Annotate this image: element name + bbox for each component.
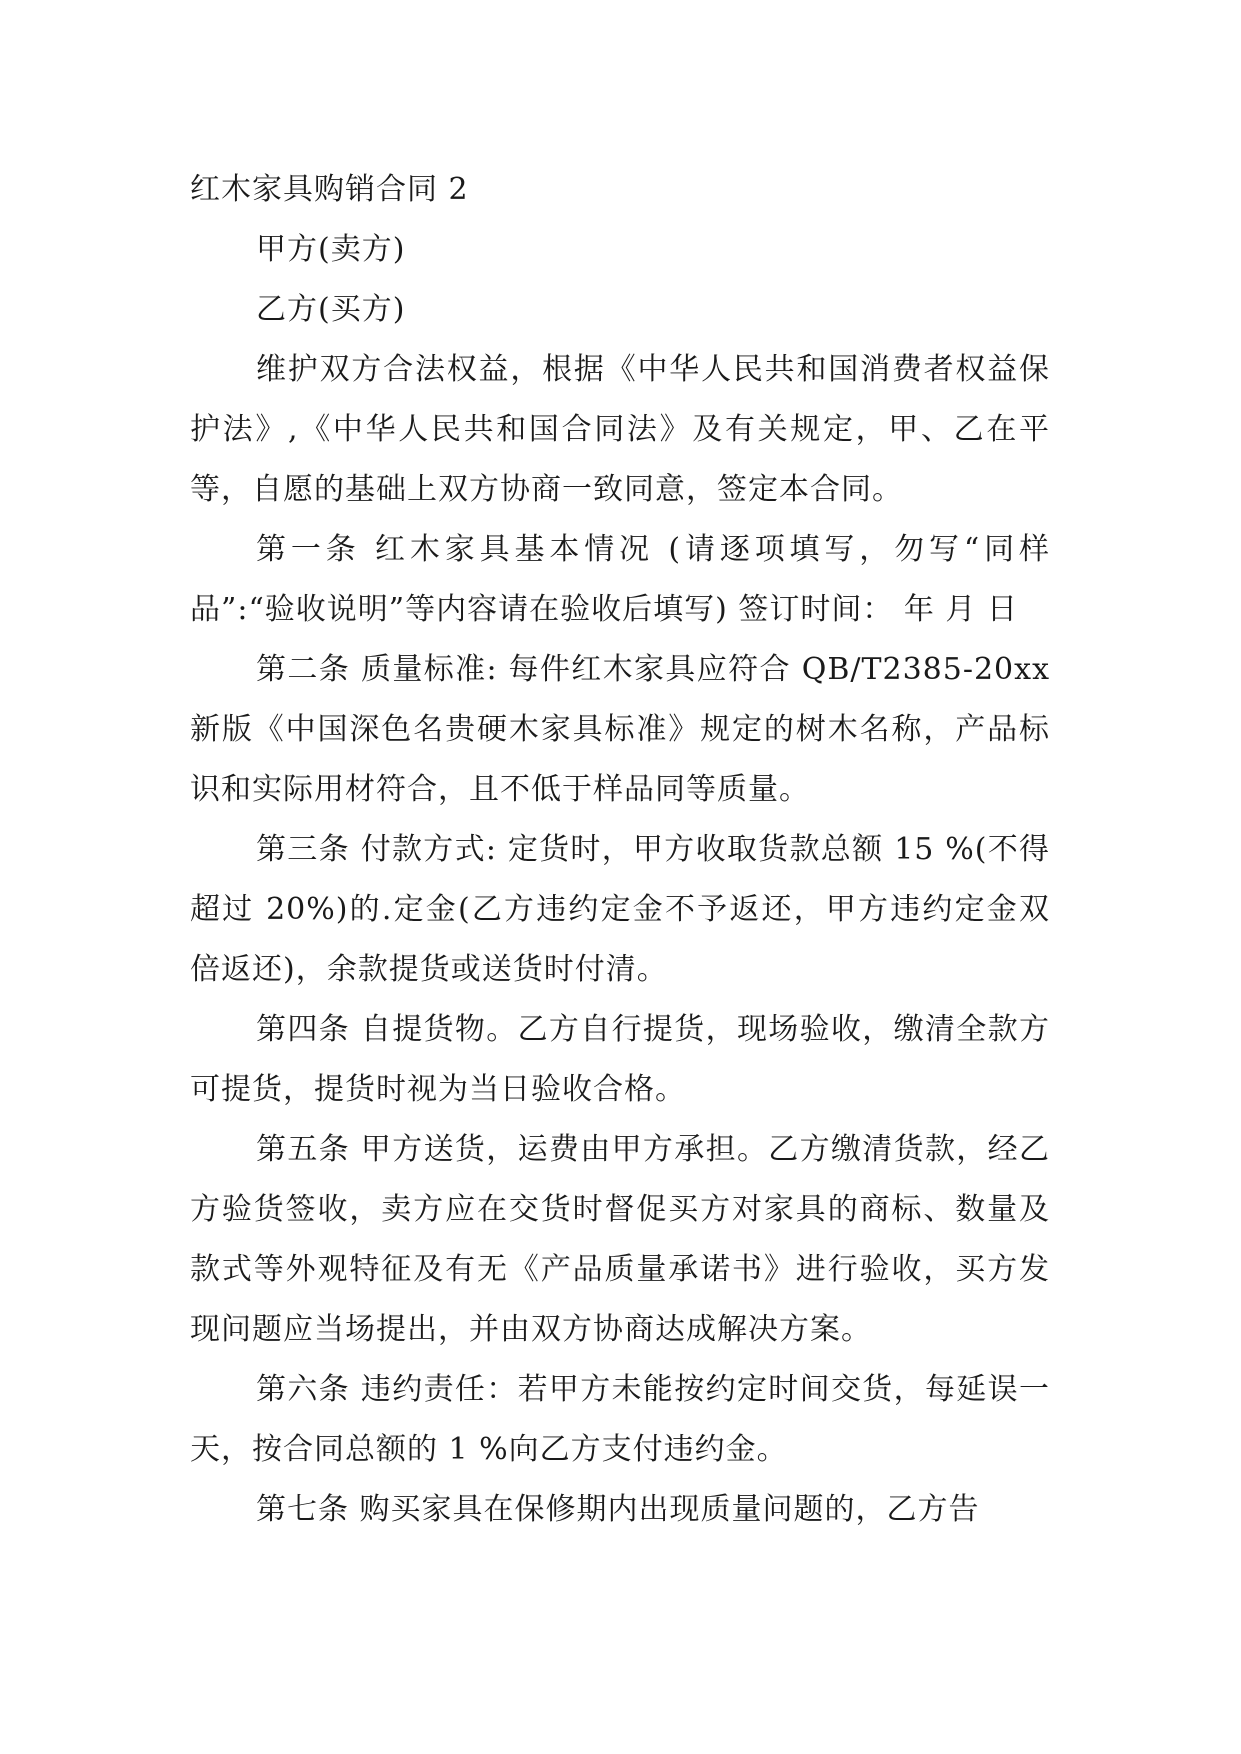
article-3-paragraph: 第三条 付款方式: 定货时，甲方收取货款总额 15 %(不得超过 20%)的.定金(乙方违约定金不予返还，甲方违约定金双倍返还)，余款提货或送货时付清。 — [190, 832, 1050, 987]
document-body — [190, 160, 1050, 1540]
article-4-paragraph: 第四条 自提货物。乙方自行提货，现场验收，缴清全款方可提货，提货时视为当日验收合格。 — [190, 1012, 1050, 1107]
document-title: 红木家具购销合同 2 — [190, 172, 469, 207]
article-6-paragraph: 第六条 违约责任：若甲方未能按约定时间交货，每延误一天，按合同总额的 1 %向乙方支付违约金。 — [190, 1372, 1050, 1467]
article-5-paragraph: 第五条 甲方送货，运费由甲方承担。乙方缴清货款，经乙方验货签收，卖方应在交货时督促买方对家具的商标、数量及款式等外观特征及有无《产品质量承诺书》进行验收，买方发现问题应当场提出，并由双方协商达成解决方案。 — [190, 1132, 1050, 1347]
article-1-paragraph: 第一条 红木家具基本情况 (请逐项填写，勿写“同样品”:“验收说明”等内容请在验收后填写) 签订时间： 年 月 日 — [190, 532, 1050, 627]
article-7-paragraph: 第七条 购买家具在保修期内出现质量问题的，乙方告 — [256, 1492, 980, 1527]
party-b-line: 乙方(买方) — [256, 292, 406, 327]
article-2-paragraph: 第二条 质量标准: 每件红木家具应符合 QB/T2385-20xx 新版《中国深色名贵硬木家具标准》规定的树木名称，产品标识和实际用材符合，且不低于样品同等质量。 — [190, 652, 1050, 807]
preamble-paragraph: 维护双方合法权益，根据《中华人民共和国消费者权益保护法》,《中华人民共和国合同法》及有关规定，甲、乙在平等，自愿的基础上双方协商一致同意，签定本合同。 — [190, 352, 1050, 507]
party-a-line: 甲方(卖方) — [256, 232, 406, 267]
